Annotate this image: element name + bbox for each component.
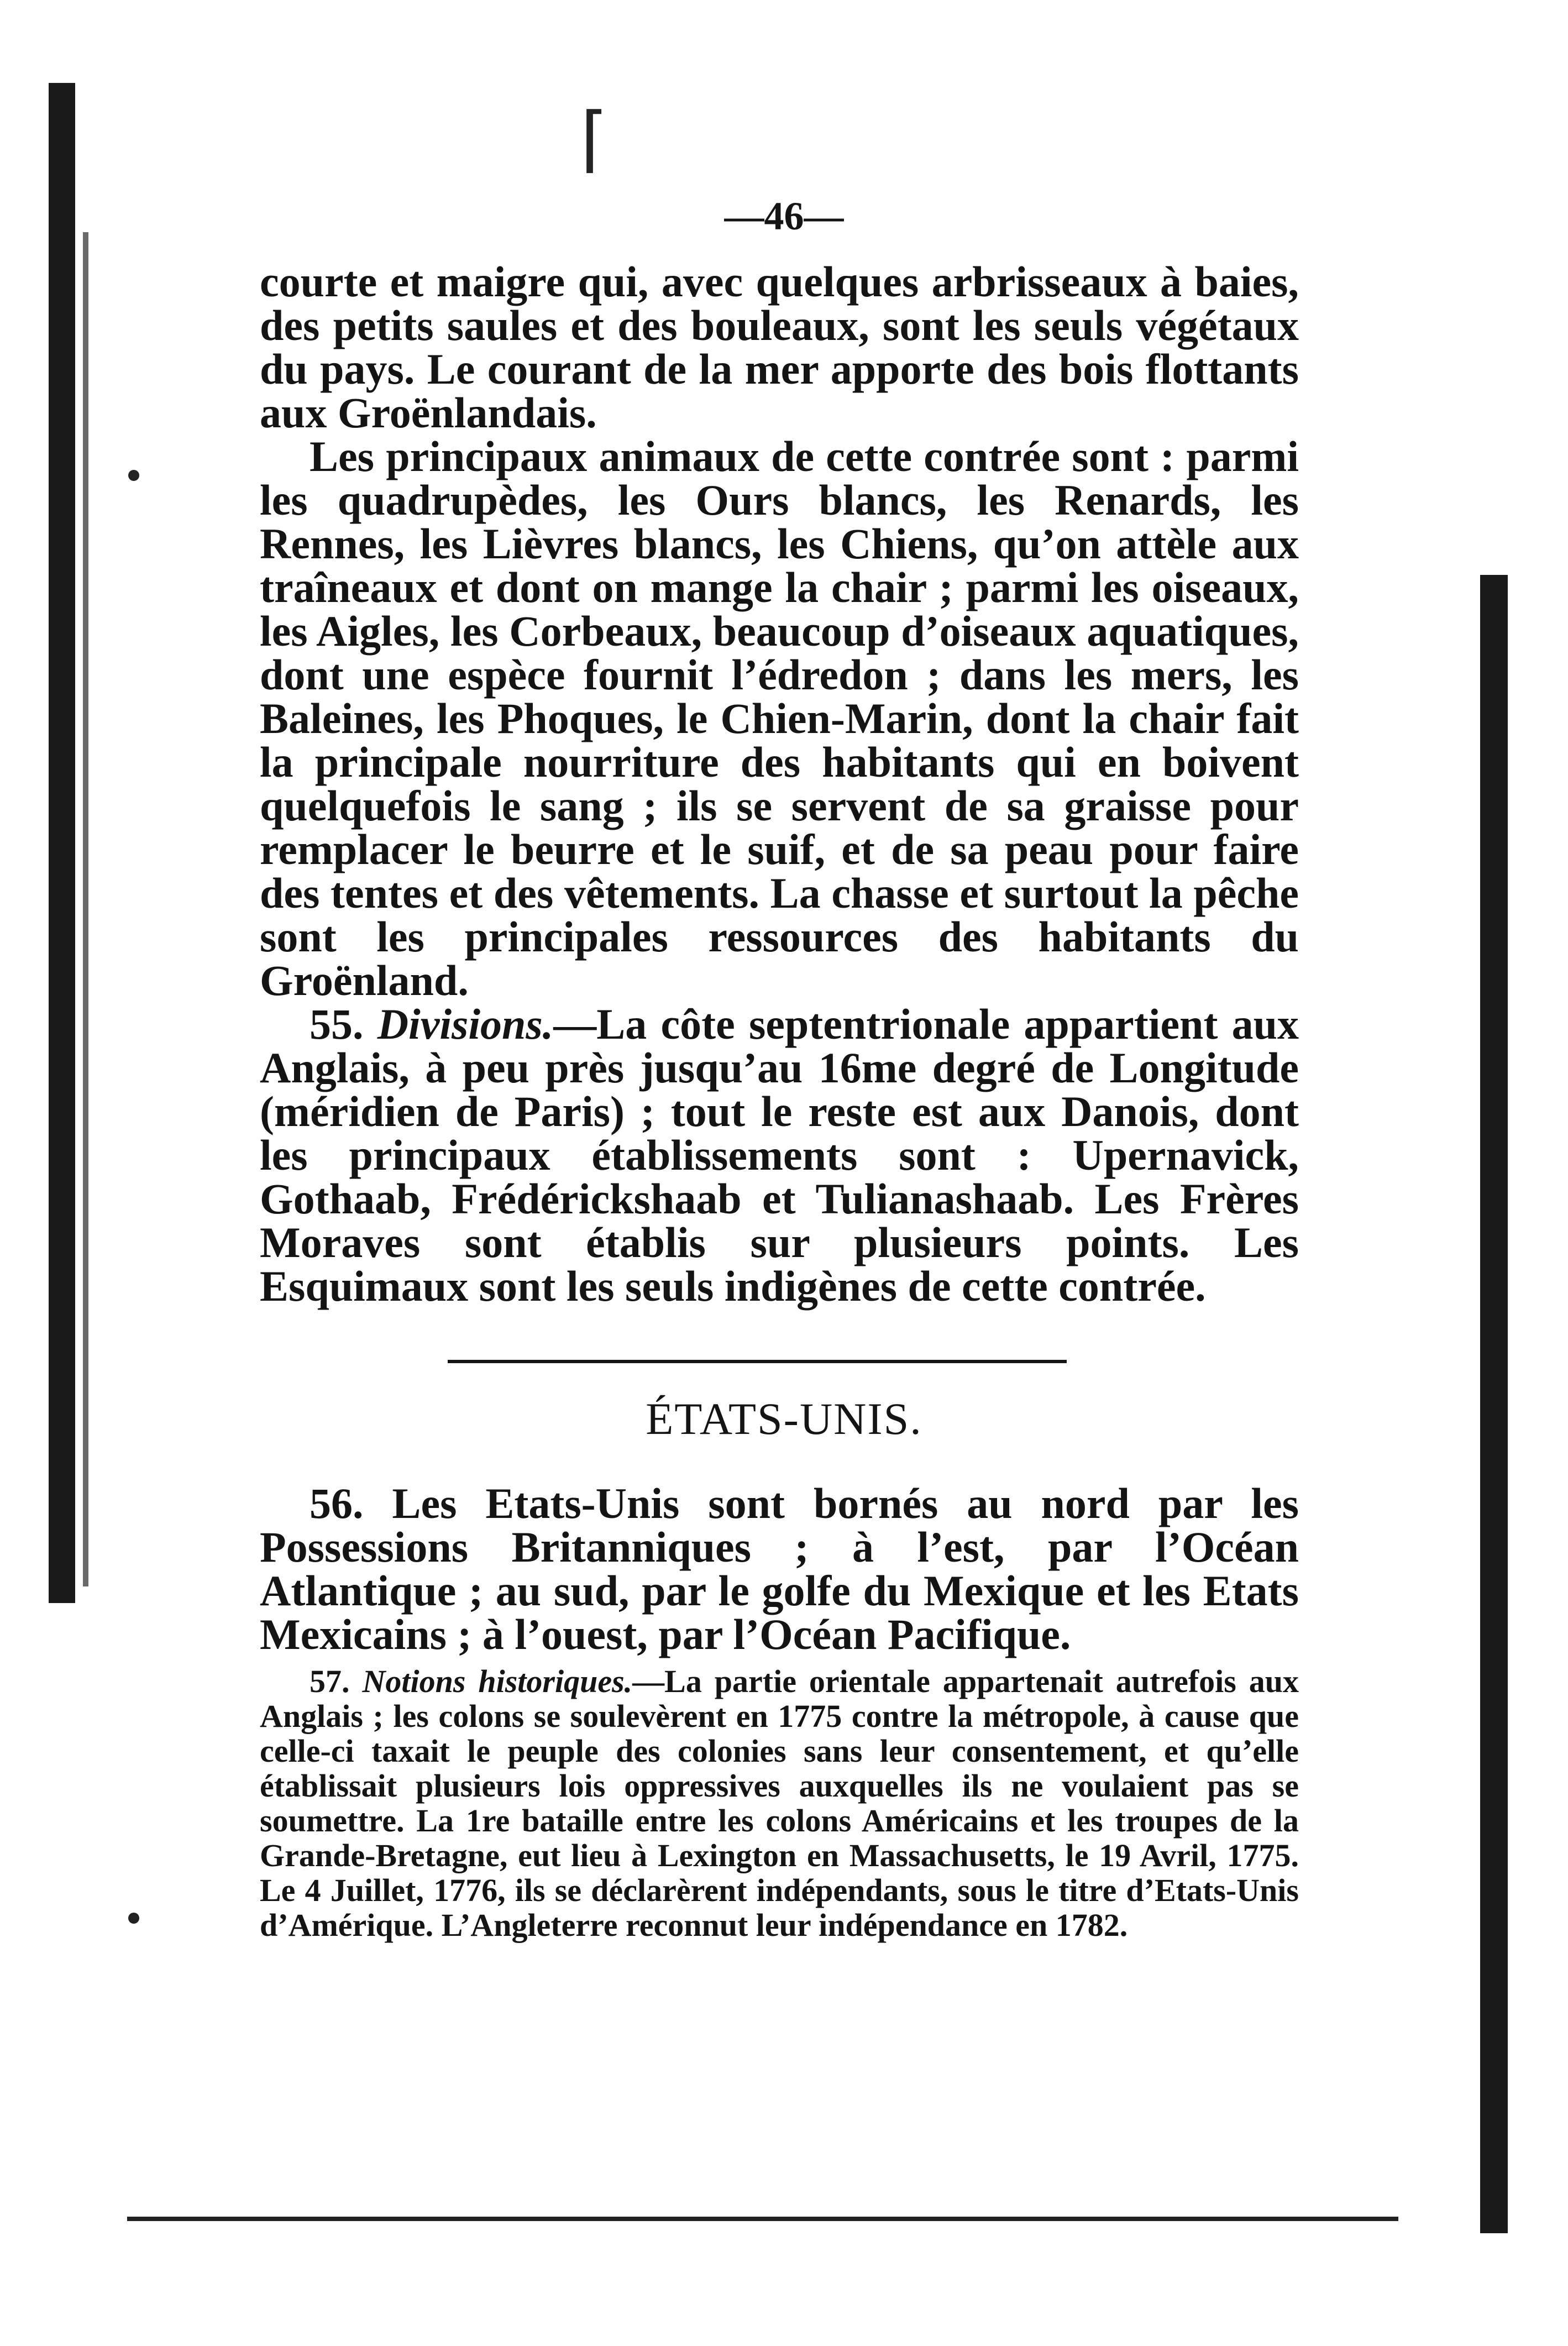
scan-edge-bottom: [127, 2217, 1398, 2221]
footnote-text-block: [260, 1664, 1299, 1942]
paragraph-3-text: —La côte septentrionale appartient aux Anglais, à peu près jusqu’au 16me degré de Longitude (méridien de Paris) ; tout le reste est aux Danois, dont les principaux établissements sont : Upernavick, Gothaab, Frédérickshaab et Tulianashaab. Les Frères Moraves sont établis sur plusieurs points. Les Esquimaux sont les seuls indigènes de cette contrée.: [260, 1000, 1299, 1310]
section-divider: [448, 1360, 1067, 1363]
main-text-block: [260, 260, 1299, 1308]
paragraph-3: [260, 1002, 1299, 1308]
paragraph-5-number: 57.: [310, 1663, 350, 1699]
paragraph-5: [260, 1664, 1299, 1942]
scan-edge-left-inner: [83, 232, 88, 1586]
margin-dot-icon: [128, 470, 139, 481]
page-number: —46—: [724, 194, 844, 238]
section-text-block: [260, 1481, 1299, 1656]
paragraph-3-number: 55.: [310, 1000, 364, 1048]
pencil-mark-icon: ⌈: [580, 97, 609, 181]
scan-edge-left: [49, 83, 75, 1603]
margin-dot-icon: [128, 1913, 139, 1924]
paragraph-3-heading: Divisions.: [377, 1000, 554, 1048]
paragraph-4: 56. Les Etats-Unis sont bornés au nord par les Possessions Britanniques ; à l’est, par l’Océan Atlantique ; au sud, par le golfe du Mexique et les Etats Mexicains ; à l’ouest, par l’Océan Pacifique.: [260, 1479, 1299, 1658]
paragraph-5-text: —La partie orientale appartenait autrefois aux Anglais ; les colons se soulevèrent en 1775 contre la métropole, à cause que celle-ci taxait le peuple des colonies sans leur consentement, et qu’elle établissait plusieurs lois oppressives auxquelles ils ne voulaient pas se soumettre. La 1re bataille entre les colons Américains et les troupes de la Grande-Bretagne, eut lieu à Lexington en Massachusetts, le 19 Avril, 1775. Le 4 Juillet, 1776, ils se déclarèrent indépendants, sous le titre d’Etats-Unis d’Amérique. L’Angleterre reconnut leur indépendance en 1782.: [260, 1663, 1299, 1943]
paragraph-5-heading: Notions historiques.: [362, 1663, 633, 1699]
paragraph-2: Les principaux animaux de cette contrée sont : parmi les quadrupèdes, les Ours blancs, les Renards, les Rennes, les Lièvres blancs, les Chiens, qu’on attèle aux traîneaux et dont on mange la chair ; parmi les oiseaux, les Aigles, les Corbeaux, beaucoup d’oiseaux aquatiques, dont une espèce fournit l’édredon ; dans les mers, les Baleines, les Phoques, le Chien-Marin, dont la chair fait la principale nourriture des habitants qui en boivent quelquefois le sang ; ils se servent de sa graisse pour remplacer le beurre et le suif, et de sa peau pour faire des tentes et des vêtements. La chasse et surtout la pêche sont les principales ressources des habitants du Groënland.: [260, 432, 1299, 1004]
section-title: ÉTATS-UNIS.: [646, 1394, 922, 1444]
paragraph-1: courte et maigre qui, avec quelques arbrisseaux à baies, des petits saules et des bouleaux, sont les seuls végétaux du pays. Le courant de la mer apporte des bois flottants aux Groënlandais.: [260, 258, 1299, 437]
